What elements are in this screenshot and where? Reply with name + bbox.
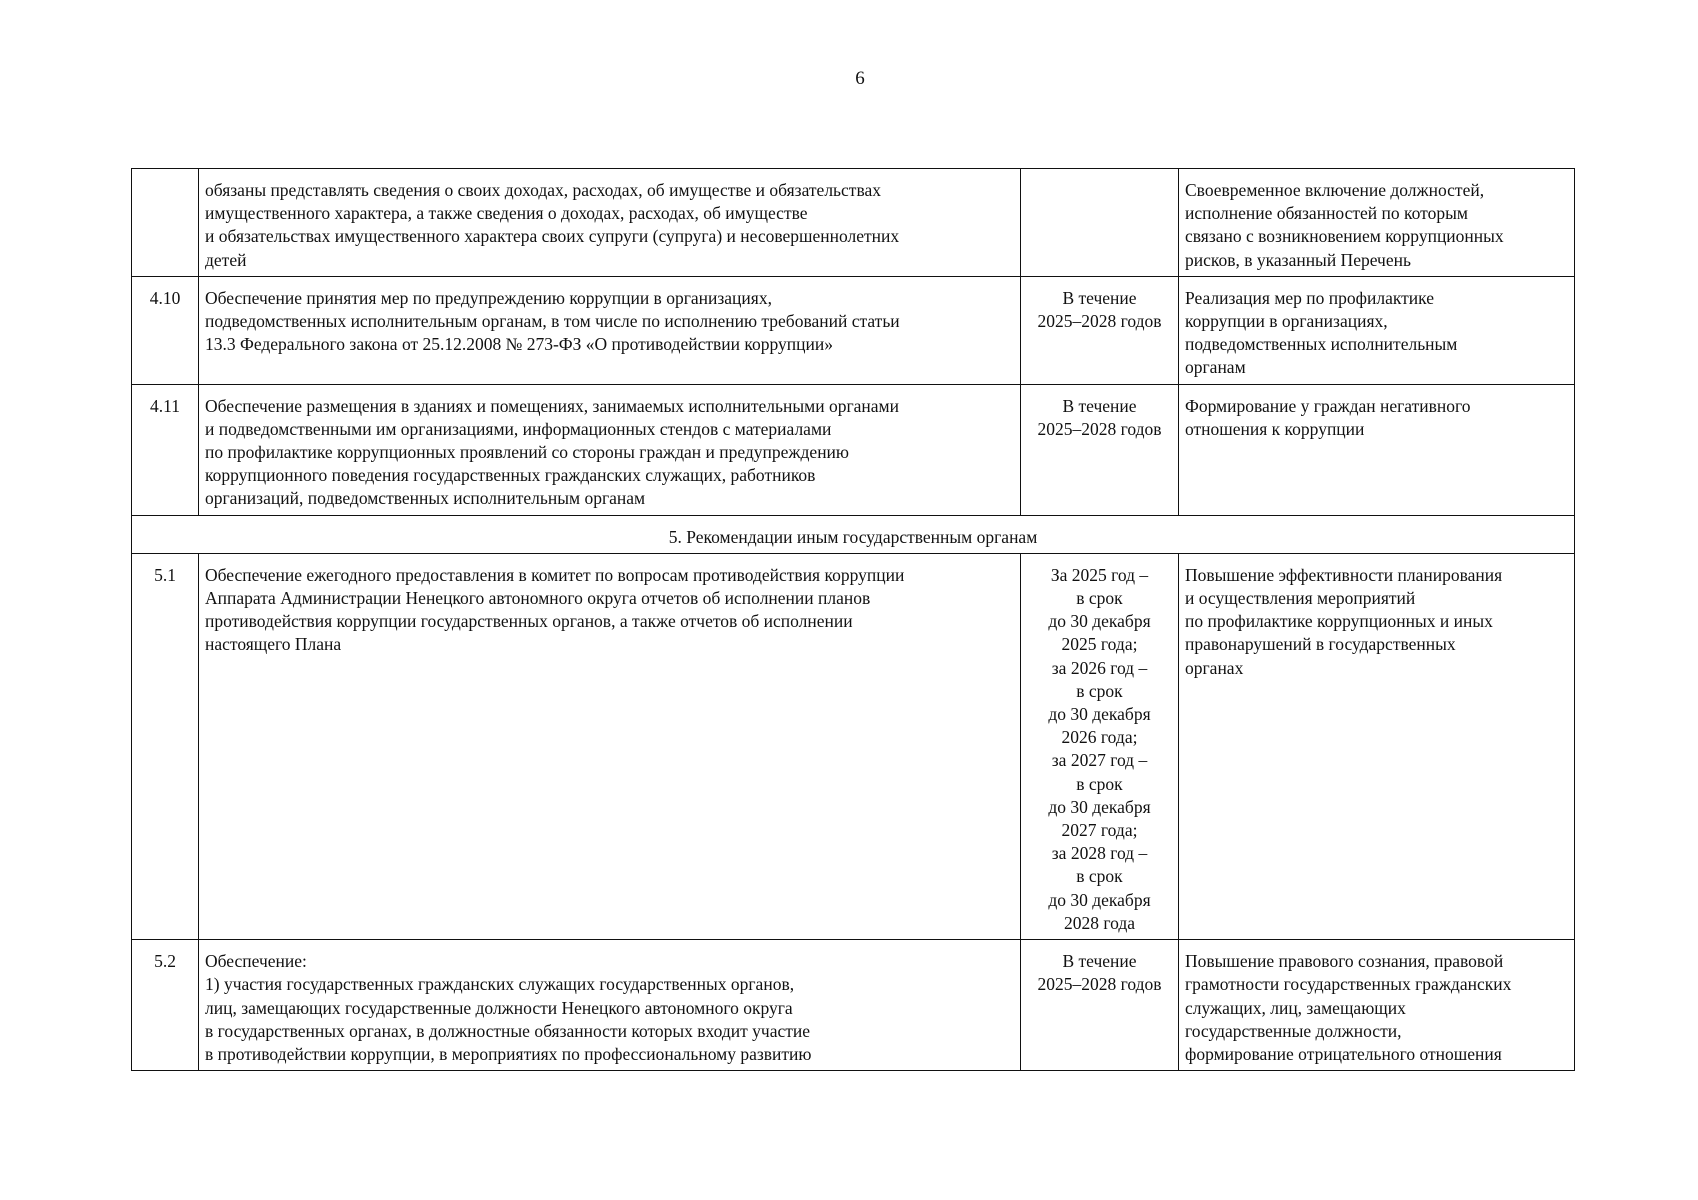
text-line: 2028 года bbox=[1063, 912, 1136, 933]
text-line: и подведомственными им организациями, информационных стендов с материалами bbox=[205, 418, 832, 439]
text-line: коррупционного поведения государственных гражданских служащих, работников bbox=[205, 465, 816, 486]
text-line: подведомственных исполнительным органам, в том числе по исполнению требований статьи bbox=[205, 311, 900, 332]
text-line: отношения к коррупции bbox=[1185, 418, 1365, 439]
text-line: по профилактике коррупционных проявлений со стороны граждан и предупреждению bbox=[205, 442, 849, 463]
text-line: настоящего Плана bbox=[205, 634, 342, 655]
text-line: противодействия коррупции государственных органов, а также отчетов об исполнении bbox=[205, 611, 853, 632]
text-line: Формирование у граждан негативного bbox=[1185, 395, 1471, 416]
text-line: в противодействии коррупции, в мероприятиях по профессиональному развитию bbox=[205, 1043, 812, 1064]
text-line: рисков, в указанный Перечень bbox=[1185, 249, 1411, 270]
text-line: служащих, лиц, замещающих bbox=[1185, 997, 1406, 1018]
text-line: Обеспечение: bbox=[205, 951, 307, 972]
section-header-row bbox=[132, 515, 1575, 553]
measure-description bbox=[199, 384, 1021, 515]
text-line: 2025–2028 годов bbox=[1037, 974, 1162, 995]
measure-description bbox=[199, 276, 1021, 384]
text-line: в государственных органах, в должностные обязанности которых входит участие bbox=[205, 1020, 811, 1041]
text-line: имущественного характера, а также сведения о доходах, расходах, об имуществе bbox=[205, 203, 808, 224]
text-line: в срок bbox=[1076, 588, 1123, 609]
text-line: и осуществления мероприятий bbox=[1185, 588, 1416, 609]
text-line: Повышение эффективности планирования bbox=[1185, 564, 1503, 585]
table-row bbox=[132, 276, 1575, 384]
table-row bbox=[132, 384, 1575, 515]
text-line: по профилактике коррупционных и иных bbox=[1185, 611, 1493, 632]
text-line: в срок bbox=[1076, 773, 1123, 794]
text-line: за 2028 год – bbox=[1051, 843, 1148, 864]
text-line: до 30 декабря bbox=[1048, 704, 1151, 725]
text-line: Обеспечение ежегодного предоставления в комитет по вопросам противодействия коррупции bbox=[205, 564, 905, 585]
measure-description bbox=[199, 169, 1021, 277]
page-number: 6 bbox=[855, 68, 865, 89]
row-number bbox=[132, 169, 199, 277]
expected-result bbox=[1179, 940, 1575, 1071]
text-line: Реализация мер по профилактике bbox=[1185, 287, 1434, 308]
deadline-cell bbox=[1021, 384, 1179, 515]
text-line: лиц, замещающих государственные должности Ненецкого автономного округа bbox=[205, 997, 793, 1018]
deadline-cell bbox=[1021, 940, 1179, 1071]
expected-result bbox=[1179, 553, 1575, 939]
measure-description bbox=[199, 940, 1021, 1071]
text-line: за 2027 год – bbox=[1051, 750, 1148, 771]
text-line: грамотности государственных гражданских bbox=[1185, 974, 1512, 995]
text-line: связано с возникновением коррупционных bbox=[1185, 226, 1504, 247]
table-row bbox=[132, 553, 1575, 939]
text-line: 2027 года; bbox=[1061, 820, 1138, 841]
text-line: 13.3 Федерального закона от 25.12.2008 № 273-ФЗ «О противодействии коррупции» bbox=[205, 334, 833, 355]
text-line: Своевременное включение должностей, bbox=[1185, 180, 1485, 200]
text-line: подведомственных исполнительным bbox=[1185, 334, 1458, 355]
text-line: Обеспечение принятия мер по предупреждению коррупции в организациях, bbox=[205, 287, 772, 308]
text-line: организаций, подведомственных исполнительным органам bbox=[205, 488, 646, 509]
text-line: В течение bbox=[1062, 287, 1137, 308]
text-line: 2025 года; bbox=[1061, 634, 1138, 655]
text-line: 2026 года; bbox=[1061, 727, 1138, 748]
expected-result bbox=[1179, 169, 1575, 277]
text-line: в срок bbox=[1076, 680, 1123, 701]
row-number: 4.11 bbox=[132, 384, 199, 515]
text-line: правонарушений в государственных bbox=[1185, 634, 1456, 655]
table-row bbox=[132, 169, 1575, 277]
text-line: до 30 декабря bbox=[1048, 889, 1151, 910]
deadline-cell bbox=[1021, 169, 1179, 277]
deadline-cell bbox=[1021, 553, 1179, 939]
section-title: 5. Рекомендации иным государственным органам bbox=[132, 515, 1575, 553]
text-line: 1) участия государственных гражданских служащих государственных органов, bbox=[205, 974, 795, 995]
text-line: органах bbox=[1185, 657, 1244, 678]
deadline-cell bbox=[1021, 276, 1179, 384]
text-line: Повышение правового сознания, правовой bbox=[1185, 951, 1504, 972]
table-row bbox=[132, 940, 1575, 1071]
text-line: обязаны представлять сведения о своих доходах, расходах, об имуществе и обязательствах bbox=[205, 180, 881, 200]
row-number: 5.1 bbox=[132, 553, 199, 939]
text-line: до 30 декабря bbox=[1048, 796, 1151, 817]
expected-result bbox=[1179, 276, 1575, 384]
anticorruption-plan-table bbox=[131, 168, 1575, 1071]
text-line: детей bbox=[205, 249, 247, 270]
row-number: 5.2 bbox=[132, 940, 199, 1071]
text-line: и обязательствах имущественного характера своих супруги (супруга) и несовершеннолетних bbox=[205, 226, 900, 247]
text-line: исполнение обязанностей по которым bbox=[1185, 203, 1468, 224]
text-line: органам bbox=[1185, 357, 1246, 378]
text-line: за 2026 год – bbox=[1051, 657, 1148, 678]
text-line: коррупции в организациях, bbox=[1185, 311, 1388, 332]
text-line: 2025–2028 годов bbox=[1037, 418, 1162, 439]
text-line: В течение bbox=[1062, 951, 1137, 972]
text-line: Обеспечение размещения в зданиях и помещениях, занимаемых исполнительными органами bbox=[205, 395, 899, 416]
text-line: формирование отрицательного отношения bbox=[1185, 1043, 1502, 1064]
text-line: 2025–2028 годов bbox=[1037, 311, 1162, 332]
text-line: За 2025 год – bbox=[1050, 564, 1149, 585]
text-line: В течение bbox=[1062, 395, 1137, 416]
text-line: Аппарата Администрации Ненецкого автономного округа отчетов об исполнении планов bbox=[205, 588, 871, 609]
text-line: в срок bbox=[1076, 866, 1123, 887]
text-line: до 30 декабря bbox=[1048, 611, 1151, 632]
row-number: 4.10 bbox=[132, 276, 199, 384]
measure-description bbox=[199, 553, 1021, 939]
text-line: государственные должности, bbox=[1185, 1020, 1402, 1041]
expected-result bbox=[1179, 384, 1575, 515]
